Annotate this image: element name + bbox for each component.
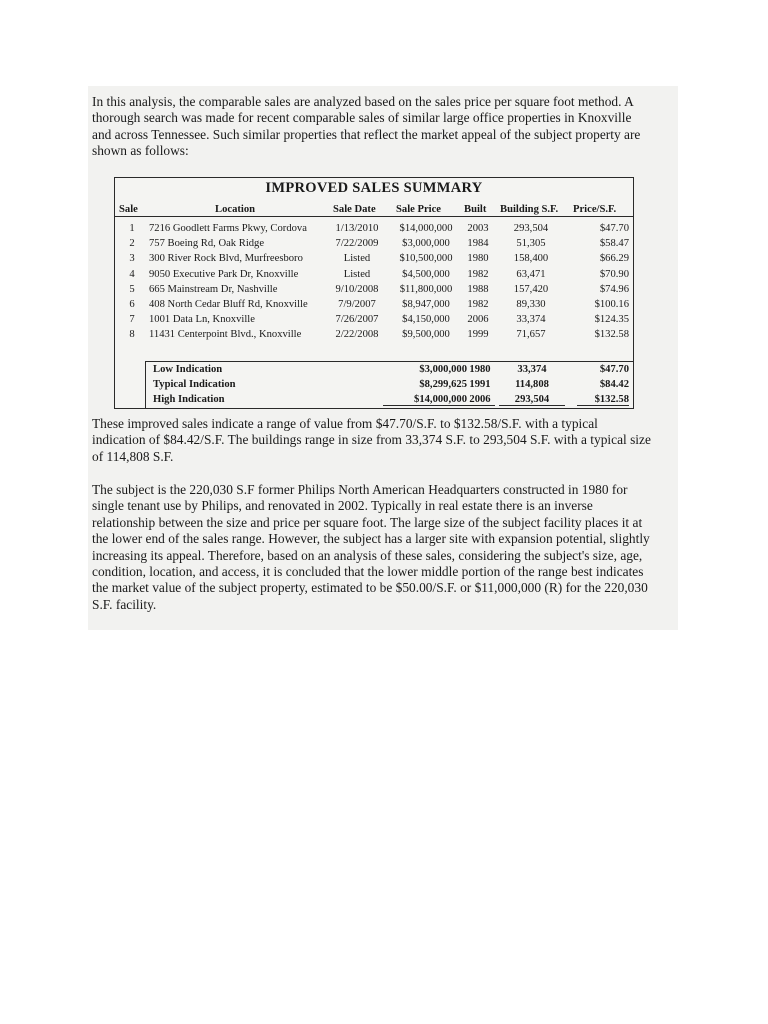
summary-2-sf: 114,808	[515, 379, 549, 390]
header-price-sf: Price/S.F.	[573, 204, 617, 215]
row-8-date: 2/22/2008	[335, 329, 379, 341]
row-1-sf: 293,504	[513, 223, 549, 234]
row-1-location: 7216 Goodlett Farms Pkwy, Cordova	[149, 223, 307, 234]
row-2-sale: 2	[129, 238, 135, 250]
row-2-built: 1984	[467, 238, 489, 250]
summary-2-price: $8,299,625	[419, 379, 467, 390]
row-5-price: $11,800,000	[399, 283, 453, 295]
header-sale: Sale	[119, 204, 138, 215]
row-8-sf: 71,657	[516, 329, 546, 341]
row-4-price: $4,500,000	[402, 268, 450, 280]
intro-paragraph: In this analysis, the comparable sales are analyzed based on the sales price per square foot method. A thorough search was made for recent comparable sales of similar large office properties in Knoxville and across Tennessee. Such similar properties that reflect the market appeal of the subject property are shown as follows:	[92, 94, 641, 159]
summary-3-sf: 293,504	[499, 394, 565, 406]
row-2-sf: 51,305	[516, 238, 546, 250]
row-3-built: 1980	[467, 253, 489, 265]
summary-3-label: High Indication	[153, 394, 225, 405]
row-5-built: 1988	[467, 283, 489, 295]
header-sale-price: Sale Price	[396, 204, 442, 215]
row-6-sf: 89,330	[516, 299, 546, 310]
row-8-location: 11431 Centerpoint Blvd., Knoxville	[149, 329, 302, 341]
row-5-sale: 5	[129, 283, 135, 295]
row-5-sf: 157,420	[513, 283, 549, 295]
row-3-location: 300 River Rock Blvd, Murfreesboro	[149, 253, 303, 265]
summary-3-built: 2006	[465, 394, 495, 406]
row-4-location: 9050 Executive Park Dr, Knoxville	[149, 268, 299, 280]
row-6-built: 1982	[467, 299, 489, 310]
summary-3-price: $14,000,000	[383, 394, 467, 406]
row-7-sale: 7	[129, 314, 135, 326]
header-built: Built	[464, 204, 487, 215]
row-7-price: $4,150,000	[402, 314, 450, 326]
row-7-location: 1001 Data Ln, Knoxville	[149, 314, 255, 326]
row-7-sf: 33,374	[516, 314, 546, 326]
row-3-sf: 158,400	[513, 253, 549, 265]
row-3-price: $10,500,000	[399, 253, 453, 265]
summary-2-label: Typical Indication	[153, 379, 236, 390]
row-1-price: $14,000,000	[399, 223, 453, 234]
row-6-date: 7/9/2007	[338, 299, 376, 310]
summary-1-sf: 33,374	[517, 364, 547, 375]
row-1-psf: $47.70	[599, 223, 629, 234]
header-location: Location	[215, 204, 256, 215]
row-4-date: Listed	[343, 268, 371, 280]
row-2-psf: $58.47	[599, 238, 629, 250]
header-sale-date: Sale Date	[333, 204, 376, 215]
row-2-date: 7/22/2009	[335, 238, 379, 250]
header-divider	[115, 216, 633, 217]
row-1-built: 2003	[467, 223, 489, 234]
row-7-built: 2006	[467, 314, 489, 326]
row-6-location: 408 North Cedar Bluff Rd, Knoxville	[149, 299, 308, 310]
summary-1-price: $3,000,000	[419, 364, 467, 375]
row-6-price: $8,947,000	[402, 299, 450, 310]
row-2-location: 757 Boeing Rd, Oak Ridge	[149, 238, 265, 250]
table-title: IMPROVED SALES SUMMARY	[265, 180, 483, 196]
row-4-built: 1982	[467, 268, 489, 280]
row-8-price: $9,500,000	[402, 329, 450, 341]
row-2-price: $3,000,000	[402, 238, 450, 250]
row-1-sale: 1	[129, 223, 135, 234]
row-7-psf: $124.35	[594, 314, 629, 326]
row-1-date: 1/13/2010	[335, 223, 379, 234]
summary-2-built: 1991	[469, 379, 491, 390]
improved-sales-summary-table	[114, 177, 634, 409]
row-4-sf: 63,471	[516, 268, 546, 280]
summary-1-built: 1980	[469, 364, 491, 375]
row-4-psf: $70.90	[599, 268, 629, 280]
row-3-sale: 3	[129, 253, 135, 265]
summary-1-psf: $47.70	[599, 364, 629, 375]
summary-2-psf: $84.42	[599, 379, 629, 390]
summary-1-label: Low Indication	[153, 364, 223, 375]
row-5-location: 665 Mainstream Dr, Nashville	[149, 283, 278, 295]
summary-3-psf: $132.58	[577, 394, 629, 406]
row-4-sale: 4	[129, 268, 135, 280]
row-6-sale: 6	[129, 299, 135, 310]
row-5-date: 9/10/2008	[335, 283, 379, 295]
row-6-psf: $100.16	[594, 299, 629, 310]
row-3-psf: $66.29	[599, 253, 629, 265]
row-3-date: Listed	[343, 253, 371, 265]
range-paragraph: These improved sales indicate a range of value from $47.70/S.F. to $132.58/S.F. with a typical indication of $84.42/S.F. The buildings range in size from 33,374 S.F. to 293,504 S.F. with a typical size of 114,808 S.F.	[92, 416, 651, 464]
row-8-psf: $132.58	[594, 329, 629, 341]
row-8-built: 1999	[467, 329, 489, 341]
row-5-psf: $74.96	[599, 283, 629, 295]
row-7-date: 7/26/2007	[335, 314, 379, 326]
header-building-sf: Building S.F.	[500, 204, 559, 215]
row-8-sale: 8	[129, 329, 135, 341]
conclusion-paragraph: The subject is the 220,030 S.F former Philips North American Headquarters constructed in 1980 for single tenant use by Philips, and renovated in 2002. Typically in real estate there is an inverse relationship between the size and price per square foot. The large size of the subject facility places it at the lower end of the sales range. However, the subject has a larger site with expansion potential, slightly increasing its appeal. Therefore, based on an analysis of these sales, considering the subject's size, age, condition, location, and access, it is concluded that the lower middle portion of the range best indicates the market value of the subject property, estimated to be $50.00/S.F. or $11,000,000 (R) for the 220,030 S.F. facility.	[92, 482, 650, 612]
